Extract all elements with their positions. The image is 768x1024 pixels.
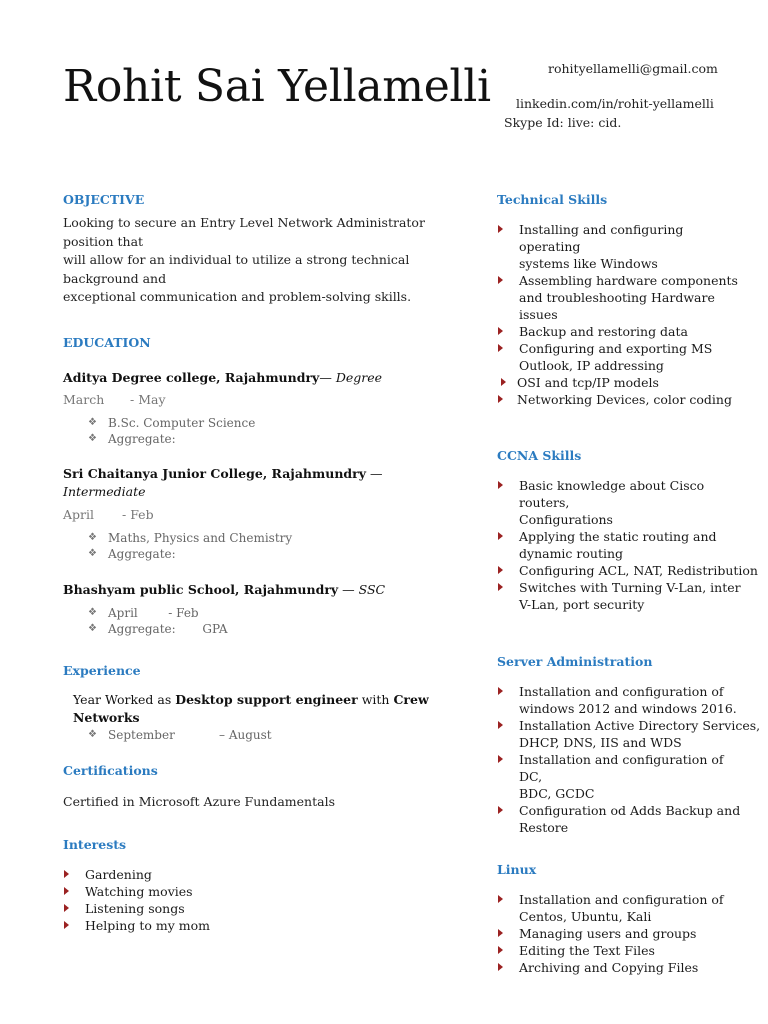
diamond-bullet-icon: ❖ (88, 531, 97, 543)
list-item (497, 340, 742, 374)
list-item (497, 579, 742, 613)
objective-line: will allow for an individual to utilize a strong technical background and (63, 252, 410, 286)
education-school (63, 581, 463, 599)
server-administration-list (497, 683, 761, 836)
ccna-skills-list (497, 477, 758, 613)
list-item (63, 917, 463, 934)
school-level: Intermediate (63, 483, 146, 499)
triangle-bullet-icon (498, 895, 503, 903)
server-administration-heading: Server Administration (497, 654, 653, 669)
school-level: SSC (358, 581, 386, 597)
list-item (497, 221, 742, 272)
detail-text: Aggregate: (108, 431, 176, 446)
list-item (497, 528, 742, 562)
triangle-bullet-icon (64, 870, 69, 878)
item-text: Editing the Text Files (519, 943, 655, 958)
interests-list (63, 866, 463, 934)
separator: — (338, 581, 359, 597)
school-name: Sri Chaitanya Junior College, Rajahmundry (63, 465, 366, 481)
start-date: March (63, 391, 105, 407)
item-text: Applying the static routing and (519, 529, 717, 544)
detail-text: Aggregate: (108, 546, 176, 561)
technical-skills-list (497, 221, 742, 408)
triangle-bullet-icon (498, 687, 503, 695)
triangle-bullet-icon (498, 395, 503, 403)
list-item (88, 605, 463, 621)
linux-heading: Linux (497, 862, 537, 877)
start-date: September (108, 727, 175, 742)
item-text: Watching movies (85, 884, 193, 899)
list-item (63, 900, 463, 917)
item-text: Configuring and exporting MS (519, 341, 713, 356)
detail-text: April - Feb (108, 605, 199, 620)
left-column (63, 192, 463, 934)
list-item (497, 374, 742, 391)
list-item (497, 959, 742, 976)
list-item (88, 546, 463, 562)
technical-skills-heading: Technical Skills (497, 192, 608, 207)
list-item (88, 415, 463, 431)
interests-heading: Interests (63, 837, 127, 852)
separator: — (366, 465, 383, 481)
education-details (63, 530, 463, 562)
item-text: Listening songs (85, 901, 185, 916)
education-school (63, 465, 463, 501)
experience-heading: Experience (63, 662, 141, 678)
linkedin-url: linkedin.com/in/rohit-yellamelli (516, 96, 714, 111)
item-text: dynamic routing (519, 546, 624, 561)
item-text: Outlook, IP addressing (519, 358, 664, 373)
triangle-bullet-icon (498, 566, 503, 574)
item-text: Installing and configuring operating (519, 222, 684, 254)
diamond-bullet-icon: ❖ (88, 416, 97, 428)
education-details (63, 415, 463, 447)
triangle-bullet-icon (498, 532, 503, 540)
triangle-bullet-icon (498, 327, 503, 335)
school-name: Aditya Degree college, Rajahmundry (63, 369, 320, 385)
list-item (88, 727, 463, 743)
list-item (497, 891, 742, 925)
item-text: Helping to my mom (85, 918, 210, 933)
triangle-bullet-icon (498, 806, 503, 814)
triangle-bullet-icon (501, 378, 506, 386)
triangle-bullet-icon (64, 921, 69, 929)
experience-role: Desktop support engineer (175, 691, 358, 707)
item-text: Installation and configuration of (519, 892, 724, 907)
item-text: Switches with Turning V-Lan, inter (519, 580, 741, 595)
triangle-bullet-icon (64, 887, 69, 895)
item-text: DHCP, DNS, IIS and WDS (519, 735, 682, 750)
item-text: systems like Windows (519, 256, 658, 271)
list-item (497, 477, 742, 528)
experience-line (63, 691, 463, 727)
list-item (497, 272, 742, 323)
list-item (497, 323, 742, 340)
list-item (88, 621, 463, 637)
item-text: Archiving and Copying Files (519, 960, 699, 975)
triangle-bullet-icon (498, 225, 503, 233)
item-text: Basic knowledge about Cisco routers, (519, 478, 705, 510)
item-text: Configurations (519, 512, 613, 527)
objective-line: Looking to secure an Entry Level Network Administrator position that (63, 215, 425, 249)
experience-prefix: Year Worked as (73, 691, 176, 707)
item-text: Configuring ACL, NAT, Redistribution (519, 563, 758, 578)
objective-heading: OBJECTIVE (63, 192, 145, 207)
triangle-bullet-icon (498, 344, 503, 352)
list-item (88, 530, 463, 546)
ccna-skills-heading: CCNA Skills (497, 448, 582, 463)
item-text: Gardening (85, 867, 152, 882)
list-item (497, 802, 742, 836)
item-text: and troubleshooting Hardware issues (519, 290, 715, 322)
list-item (63, 883, 463, 900)
education-dates (63, 391, 463, 409)
triangle-bullet-icon (498, 721, 503, 729)
separator: — (319, 369, 336, 385)
item-text: windows 2012 and windows 2016. (519, 701, 737, 716)
triangle-bullet-icon (498, 755, 503, 763)
experience-mid: with (357, 691, 394, 707)
list-item (88, 431, 463, 447)
certifications-heading: Certifications (63, 762, 158, 778)
item-text: Restore (519, 820, 569, 835)
item-text: Assembling hardware components (519, 273, 738, 288)
list-item (497, 562, 758, 579)
education-dates (63, 506, 463, 524)
diamond-bullet-icon: ❖ (88, 547, 97, 559)
end-date: – August (219, 727, 272, 742)
email-address: rohityellamelli@gmail.com (548, 61, 718, 76)
end-date: - Feb (122, 506, 154, 522)
triangle-bullet-icon (498, 946, 503, 954)
skype-id: Skype Id: live: cid. (504, 115, 622, 130)
item-text: Installation and configuration of (519, 684, 724, 699)
triangle-bullet-icon (498, 929, 503, 937)
experience-dates (63, 727, 463, 743)
right-column (497, 192, 761, 976)
school-name: Bhashyam public School, Rajahmundry (63, 581, 339, 597)
item-text: Managing users and groups (519, 926, 697, 941)
list-item (497, 717, 761, 751)
school-level: Degree (335, 369, 383, 385)
item-text: Backup and restoring data (519, 324, 688, 339)
detail-text: Maths, Physics and Chemistry (108, 530, 293, 545)
list-item (497, 391, 742, 408)
experience-company: Crew Networks (73, 691, 429, 725)
detail-text: B.Sc. Computer Science (108, 415, 256, 430)
list-item (497, 683, 742, 717)
diamond-bullet-icon: ❖ (88, 432, 97, 444)
start-date: April (63, 506, 94, 522)
education-heading: EDUCATION (63, 334, 151, 350)
list-item (497, 751, 742, 802)
diamond-bullet-icon: ❖ (88, 606, 97, 618)
item-text: Installation and configuration of DC, (519, 752, 724, 784)
item-text: Configuration od Adds Backup and (519, 803, 741, 818)
triangle-bullet-icon (498, 583, 503, 591)
item-text: BDC, GCDC (519, 786, 595, 801)
certification-text: Certified in Microsoft Azure Fundamentals (63, 793, 335, 809)
objective-line: exceptional communication and problem-solving skills. (63, 289, 412, 304)
item-text: Installation Active Directory Services, (519, 718, 761, 733)
detail-text: Aggregate: GPA (108, 621, 228, 636)
triangle-bullet-icon (498, 481, 503, 489)
triangle-bullet-icon (498, 276, 503, 284)
candidate-name: Rohit Sai Yellamelli (63, 61, 491, 112)
diamond-bullet-icon: ❖ (88, 622, 97, 634)
list-item (63, 866, 463, 883)
list-item (497, 925, 742, 942)
item-text: Centos, Ubuntu, Kali (519, 909, 652, 924)
triangle-bullet-icon (64, 904, 69, 912)
education-school (63, 369, 463, 387)
end-date: - May (130, 391, 166, 407)
education-details (63, 605, 463, 637)
triangle-bullet-icon (498, 963, 503, 971)
item-text: OSI and tcp/IP models (517, 375, 659, 390)
item-text: Networking Devices, color coding (517, 392, 732, 407)
list-item (497, 942, 742, 959)
diamond-bullet-icon: ❖ (88, 728, 97, 740)
linux-list (497, 891, 742, 976)
item-text: V-Lan, port security (519, 597, 645, 612)
